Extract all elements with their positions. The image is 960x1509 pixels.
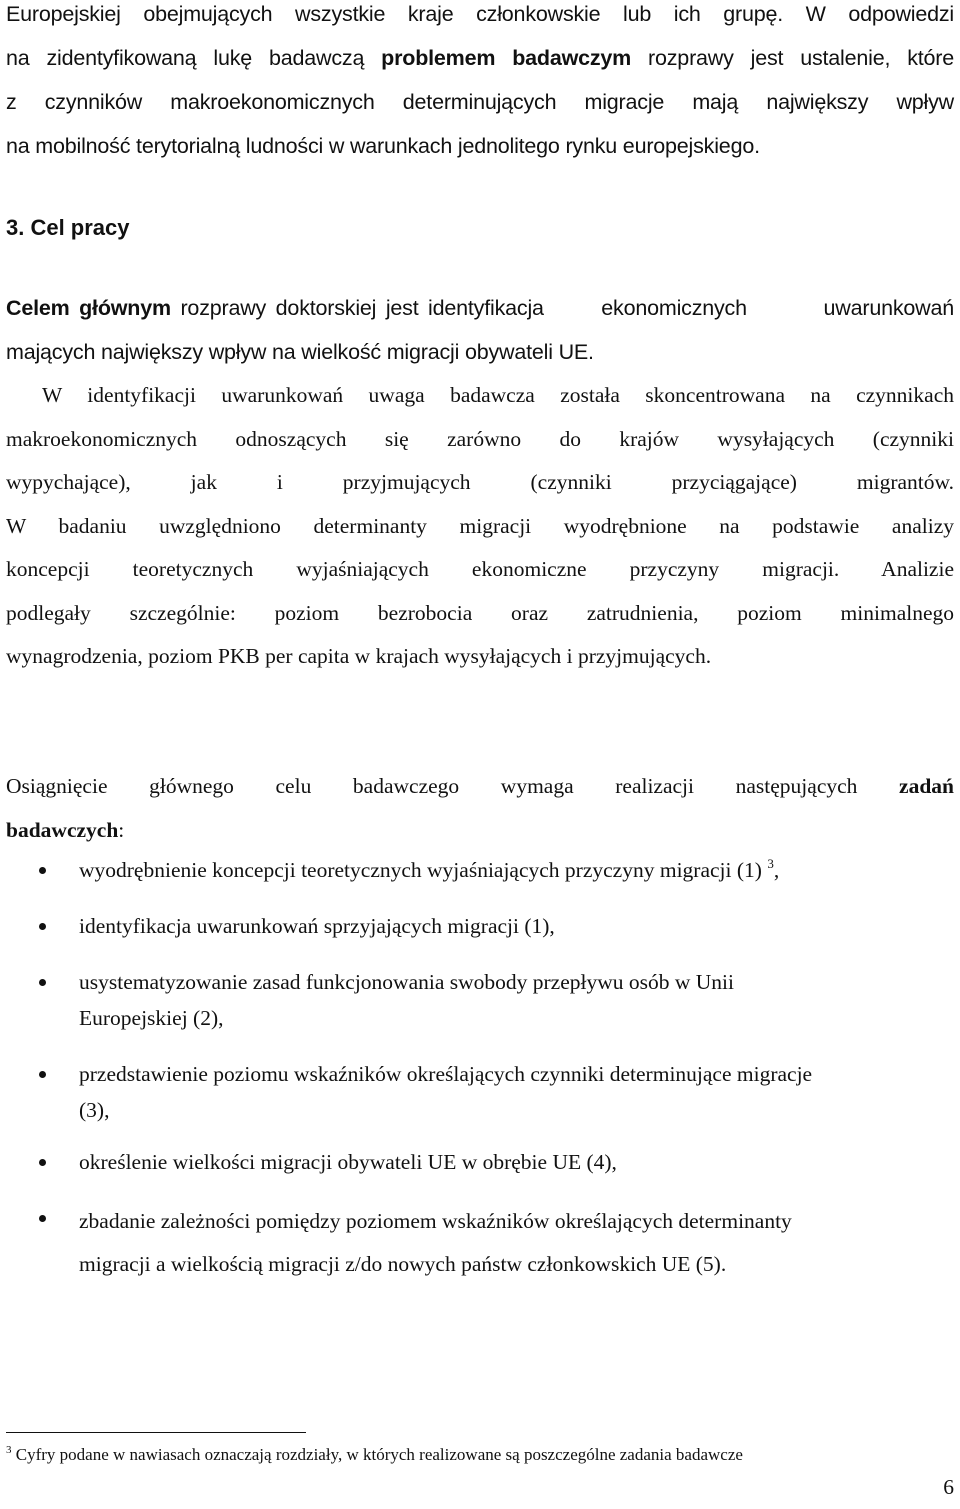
- intro-line: Europejskiej obejmujących wszystkie kraje członkowskie lub ich grupę. W odpowiedzi: [6, 2, 954, 26]
- research-problem-term: problemem badawczym: [381, 46, 632, 70]
- research-tasks-term: zadań: [899, 774, 954, 798]
- list-item: przedstawienie poziomu wskaźników określających czynniki determinujące migracje (3),: [6, 1056, 954, 1128]
- identification-line: podlegały szczególnie: poziom bezrobocia oraz zatrudnienia, poziom minimalnego: [6, 600, 954, 625]
- bullet-icon: [39, 867, 46, 874]
- identification-line: makroekonomicznych odnoszących się zarówno do krajów wysyłających (czynniki: [6, 426, 954, 451]
- identification-line: W badaniu uwzględniono determinanty migracji wyodrębnione na podstawie analizy: [6, 513, 954, 538]
- intro-line: z czynników makroekonomicznych determinujących migracje mają największy wpływ: [6, 90, 954, 114]
- identification-line: koncepcji teoretycznych wyjaśniających ekonomiczne przyczyny migracji. Analizie: [6, 557, 954, 581]
- tasks-intro-paragraph: [6, 765, 954, 852]
- bullet-icon: [39, 923, 46, 930]
- bullet-icon: [39, 1215, 46, 1222]
- section-heading: 3. Cel pracy: [6, 215, 130, 240]
- identification-paragraph: [6, 374, 954, 679]
- footnote-text: Cyfry podane w nawiasach oznaczają rozdziały, w których realizowane są poszczególne zadania badawcze: [11, 1445, 743, 1464]
- identification-line: wynagrodzenia, poziom PKB per capita w krajach wysyłających i przyjmujących.: [6, 644, 712, 668]
- identification-line: wypychające), jak i przyjmujących (czynniki przyciągające) migrantów.: [6, 470, 954, 494]
- intro-line: na zidentyfikowaną lukę badawczą problemem badawczym rozprawy jest ustalenie, które: [6, 46, 955, 70]
- bullet-icon: [39, 979, 46, 986]
- list-item: usystematyzowanie zasad funkcjonowania swobody przepływu osób w Unii Europejskiej (2),: [6, 964, 954, 1036]
- research-tasks-list: [6, 852, 954, 1286]
- list-item: wyodrębnienie koncepcji teoretycznych wyjaśniających przyczyny migracji (1) $^3$,: [6, 852, 954, 888]
- goal-paragraph: [6, 286, 954, 374]
- tasks-intro-line: badawczych:: [6, 817, 125, 842]
- page-number: 6: [943, 1475, 954, 1499]
- footnote-divider: [6, 1432, 306, 1433]
- footnote-mark: 3: [6, 1444, 12, 1456]
- list-item: określenie wielkości migracji obywateli UE w obrębie UE (4),: [6, 1144, 954, 1180]
- goal-line: mających największy wpływ na wielkość migracji obywateli UE.: [6, 340, 594, 364]
- goal-line: Celem głównym rozprawy doktorskiej jest identyfikacja ekonomicznych uwarunkowań: [6, 296, 955, 320]
- tasks-intro-line: Osiągnięcie głównego celu badawczego wymaga realizacji następujących zadań: [6, 774, 954, 798]
- footnote: [6, 1443, 743, 1467]
- intro-paragraph: [6, 0, 954, 168]
- list-item: zbadanie zależności pomiędzy poziomem wskaźników określających determinanty migracji a wielkością migracji z/do nowych państw członkowskich UE (5).: [6, 1200, 954, 1286]
- bullet-icon: [39, 1159, 46, 1166]
- footnote-ref: 3: [767, 856, 774, 871]
- main-goal-term: Celem głównym: [6, 296, 171, 320]
- identification-line: W identyfikacji uwarunkowań uwaga badawcza została skoncentrowana na czynnikach: [42, 383, 954, 407]
- bullet-icon: [39, 1071, 46, 1078]
- list-item: identyfikacja uwarunkowań sprzyjających migracji (1),: [6, 908, 954, 944]
- intro-line: na mobilność terytorialną ludności w warunkach jednolitego rynku europejskiego.: [6, 134, 760, 158]
